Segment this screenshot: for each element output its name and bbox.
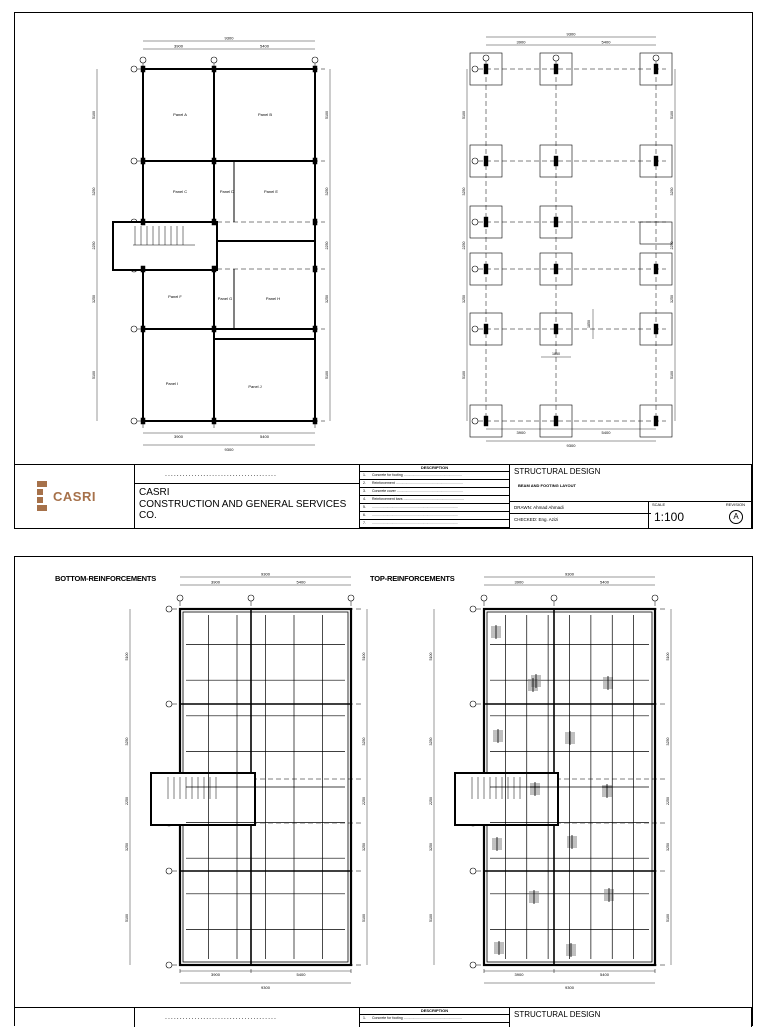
company-full-name: CONSTRUCTION AND GENERAL SERVICES CO. <box>139 499 347 521</box>
company-name: CASRI <box>139 487 170 498</box>
title-block-2: ...................................... DESCRIPTION 1. Concrete for footing ............................................................ STRUCTURAL DESIGN <box>15 1007 752 1027</box>
drawing-subtitle: BEAM AND FOOTING LAYOUT <box>518 483 576 488</box>
dim-y-label: 3250 <box>666 737 670 746</box>
dim-total-x: 9300 <box>224 35 234 41</box>
description-row: 1. Concrete for footing ............................................................ <box>360 472 509 480</box>
column-mark <box>141 326 145 332</box>
dim-bay-2: 5400 <box>296 972 306 977</box>
dim-bay-2: 5400 <box>600 579 609 585</box>
column-mark <box>313 66 317 72</box>
grid-bubble-icon <box>472 219 478 225</box>
column-mark <box>313 418 317 424</box>
panel-label: Panel B <box>257 112 273 117</box>
dim-y-label: 2250 <box>462 241 466 250</box>
dim-total-x: 9300 <box>261 571 270 577</box>
footing-column <box>554 64 558 74</box>
footing-column <box>654 264 658 274</box>
dim-bay-1: 3900 <box>174 434 183 439</box>
dim-bay-2: 5400 <box>600 972 609 977</box>
dim-bay-1: 3900 <box>516 39 526 45</box>
drawn-by: DRAWN: Ahmad Ahmadi <box>514 505 564 510</box>
panel-label: Panel F <box>168 294 182 299</box>
plans-canvas-2 <box>15 557 754 1007</box>
column-mark <box>212 158 216 164</box>
panel-label: Panel G <box>217 296 233 301</box>
project-dots: ...................................... <box>165 471 277 478</box>
column-mark <box>212 418 216 424</box>
bottom-reinforcement-label: BOTTOM-REINFORCEMENTS <box>55 574 157 583</box>
dim-y-label: 3250 <box>666 843 670 851</box>
column-mark <box>212 219 216 225</box>
description-cell <box>360 465 510 528</box>
dim-bay-2: 5400 <box>296 579 306 585</box>
dim-bay-1: 3900 <box>516 430 526 435</box>
dim-total-x: 9300 <box>224 447 234 452</box>
footing-column <box>484 64 488 74</box>
grid-bubble-icon <box>131 418 137 424</box>
footing-column <box>484 156 488 166</box>
dim-y-label: 3250 <box>362 843 366 851</box>
description-row: 2. Reinforcement ..................................................................... <box>360 480 509 488</box>
dim-bay-1: 3900 <box>514 579 524 585</box>
grid-bubble-icon <box>472 158 478 164</box>
grid-bubble-icon <box>131 158 137 164</box>
footing-column <box>484 264 488 274</box>
column-mark <box>141 266 145 272</box>
dim-bay-1: 3900 <box>174 43 183 49</box>
dim-y-label: 5100 <box>125 914 129 922</box>
grid-bubble-icon <box>470 701 476 707</box>
grid-bubble-icon <box>472 418 478 424</box>
dim-bay-2: 5400 <box>260 434 269 439</box>
dim-y-label: 3250 <box>92 187 96 196</box>
dim-y-label: 5100 <box>670 371 674 379</box>
panel-label: Panel H <box>265 296 281 301</box>
footing-column <box>654 64 658 74</box>
stair-box <box>151 773 255 825</box>
top-reinforcement-label: TOP-REINFORCEMENTS <box>370 574 455 583</box>
company-cell <box>135 465 360 528</box>
dim-bay-2: 5400 <box>601 39 611 45</box>
grid-bubble-icon <box>166 606 172 612</box>
drawing-sheet-1 <box>14 12 753 529</box>
grid-bubble-icon <box>472 326 478 332</box>
dim-total-x: 9300 <box>566 443 576 448</box>
grid-bubble-icon <box>166 868 172 874</box>
footing-column <box>654 416 658 426</box>
dim-y-label: 3250 <box>125 737 129 746</box>
column-mark <box>212 326 216 332</box>
footing-column <box>484 416 488 426</box>
dim-y-label: 2250 <box>666 797 670 805</box>
grid-bubble-icon <box>140 57 146 63</box>
company-logo <box>37 481 96 511</box>
title-block-1 <box>15 464 752 528</box>
dim-y-label: 5100 <box>92 111 96 119</box>
dim-y-label: 2250 <box>125 797 129 805</box>
grid-bubble-icon <box>483 55 489 61</box>
dim-y-label: 3250 <box>462 187 466 196</box>
drawing-title-2: STRUCTURAL DESIGN <box>514 1010 601 1019</box>
grid-bubble-icon <box>211 57 217 63</box>
dim-bay-1: 3900 <box>514 972 524 977</box>
footing-column <box>554 324 558 334</box>
dim-y-label: 3250 <box>429 737 433 746</box>
column-mark <box>141 418 145 424</box>
drawing-title-cell <box>510 465 752 528</box>
revision-label: REVISION <box>725 502 745 507</box>
description-header: DESCRIPTION <box>360 465 509 472</box>
dim-y-label: 3250 <box>670 295 674 303</box>
logo-text: CASRI <box>53 488 96 504</box>
grid-bubble-icon <box>131 66 137 72</box>
dim-y-label: 2250 <box>362 797 366 805</box>
panel-label: Panel D <box>219 189 235 194</box>
footing-column <box>554 416 558 426</box>
grid-bubble-icon <box>312 57 318 63</box>
drawing-title: STRUCTURAL DESIGN <box>514 467 601 476</box>
dim-y-label: 5100 <box>462 371 466 379</box>
column-mark <box>313 158 317 164</box>
dim-bay-1: 3900 <box>211 579 220 585</box>
dim-total-x: 9300 <box>565 985 574 990</box>
checked-by: CHECKED: Eng. Azizi <box>514 517 559 522</box>
grid-bubble-icon <box>131 326 137 332</box>
grid-bubble-icon <box>166 962 172 968</box>
column-mark <box>313 266 317 272</box>
dim-bay-2: 5400 <box>260 43 269 49</box>
panel-label: Panel I <box>165 381 179 386</box>
grid-bubble-icon <box>472 266 478 272</box>
dim-y-label: 5100 <box>429 914 433 922</box>
dim-bay-1: 3900 <box>211 972 220 977</box>
column-mark <box>141 66 145 72</box>
footing-dim-label: 1850 <box>552 352 560 356</box>
dim-y-label: 3250 <box>92 295 96 303</box>
dim-y-label: 2250 <box>92 241 96 250</box>
grid-bubble-icon <box>166 701 172 707</box>
scale-value: 1:100 <box>654 510 685 524</box>
dim-y-label: 3250 <box>670 187 674 196</box>
footing-column <box>484 324 488 334</box>
dim-y-label: 5100 <box>325 111 329 119</box>
grid-bubble-icon <box>177 595 183 601</box>
dim-y-label: 2250 <box>670 241 674 250</box>
description-row: 4. Reinforcement bars .............................................................. <box>360 496 509 504</box>
footing-column <box>654 156 658 166</box>
column-mark <box>141 219 145 225</box>
description-list <box>360 472 509 528</box>
panel-label: Panel E <box>263 189 279 194</box>
description-row: 5. ........................................................................................ <box>360 504 509 512</box>
column-mark <box>313 219 317 225</box>
footing-column <box>554 217 558 227</box>
footing-column <box>554 156 558 166</box>
dim-y-label: 5100 <box>362 652 366 661</box>
dim-y-label: 3250 <box>125 843 129 851</box>
dim-y-label: 5100 <box>670 111 674 119</box>
footing-column <box>484 217 488 227</box>
footing-dim-label: 1850 <box>587 320 591 328</box>
stair-box <box>455 773 558 825</box>
panel-label: Panel A <box>173 112 187 117</box>
footing-column <box>554 264 558 274</box>
dim-y-label: 5100 <box>125 652 129 661</box>
grid-bubble-icon <box>481 595 487 601</box>
dim-y-label: 5100 <box>462 111 466 119</box>
dim-y-label: 5100 <box>429 652 433 661</box>
dim-y-label: 3250 <box>429 843 433 851</box>
dim-total-x: 9300 <box>261 985 270 990</box>
description-row: 6. ........................................................................................ <box>360 512 509 520</box>
grid-bubble-icon <box>470 868 476 874</box>
grid-bubble-icon <box>472 66 478 72</box>
column-mark <box>141 158 145 164</box>
column-mark <box>212 66 216 72</box>
revision-badge: A <box>729 510 743 524</box>
grid-bubble-icon <box>551 595 557 601</box>
dim-y-label: 5100 <box>666 914 670 922</box>
grid-bubble-icon <box>653 55 659 61</box>
grid-bubble-icon <box>470 962 476 968</box>
dim-y-label: 5100 <box>666 652 670 661</box>
dim-y-label: 3250 <box>325 295 329 303</box>
column-mark <box>313 326 317 332</box>
dim-y-label: 3250 <box>462 295 466 303</box>
description-row: 3. Concrete cover .................................................................... <box>360 488 509 496</box>
grid-bubble-icon <box>348 595 354 601</box>
scale-label: SCALE <box>652 502 666 507</box>
dim-total-x: 9300 <box>566 31 576 37</box>
grid-bubble-icon <box>248 595 254 601</box>
dim-y-label: 2250 <box>325 241 329 250</box>
dim-y-label: 3250 <box>362 737 366 746</box>
drawing-sheet-2 <box>14 556 753 1026</box>
column-mark <box>212 266 216 272</box>
panel-label: Panel J <box>248 384 262 389</box>
grid-bubble-icon <box>553 55 559 61</box>
logo-cell <box>15 465 135 528</box>
panel-label: Panel C <box>172 189 188 194</box>
dim-total-x: 9300 <box>565 571 574 577</box>
grid-bubble-icon <box>652 595 658 601</box>
dim-y-label: 3250 <box>325 187 329 196</box>
plans-canvas-1 <box>15 13 754 465</box>
dim-y-label: 5100 <box>362 914 366 922</box>
dim-bay-2: 5400 <box>601 430 611 435</box>
description-row: 7. ........................................................................................ <box>360 520 509 528</box>
logo-mark-icon <box>37 481 51 511</box>
dim-y-label: 5100 <box>325 371 329 379</box>
footing-column <box>654 324 658 334</box>
dim-y-label: 5100 <box>92 371 96 379</box>
dim-y-label: 2250 <box>429 797 433 805</box>
grid-bubble-icon <box>470 606 476 612</box>
